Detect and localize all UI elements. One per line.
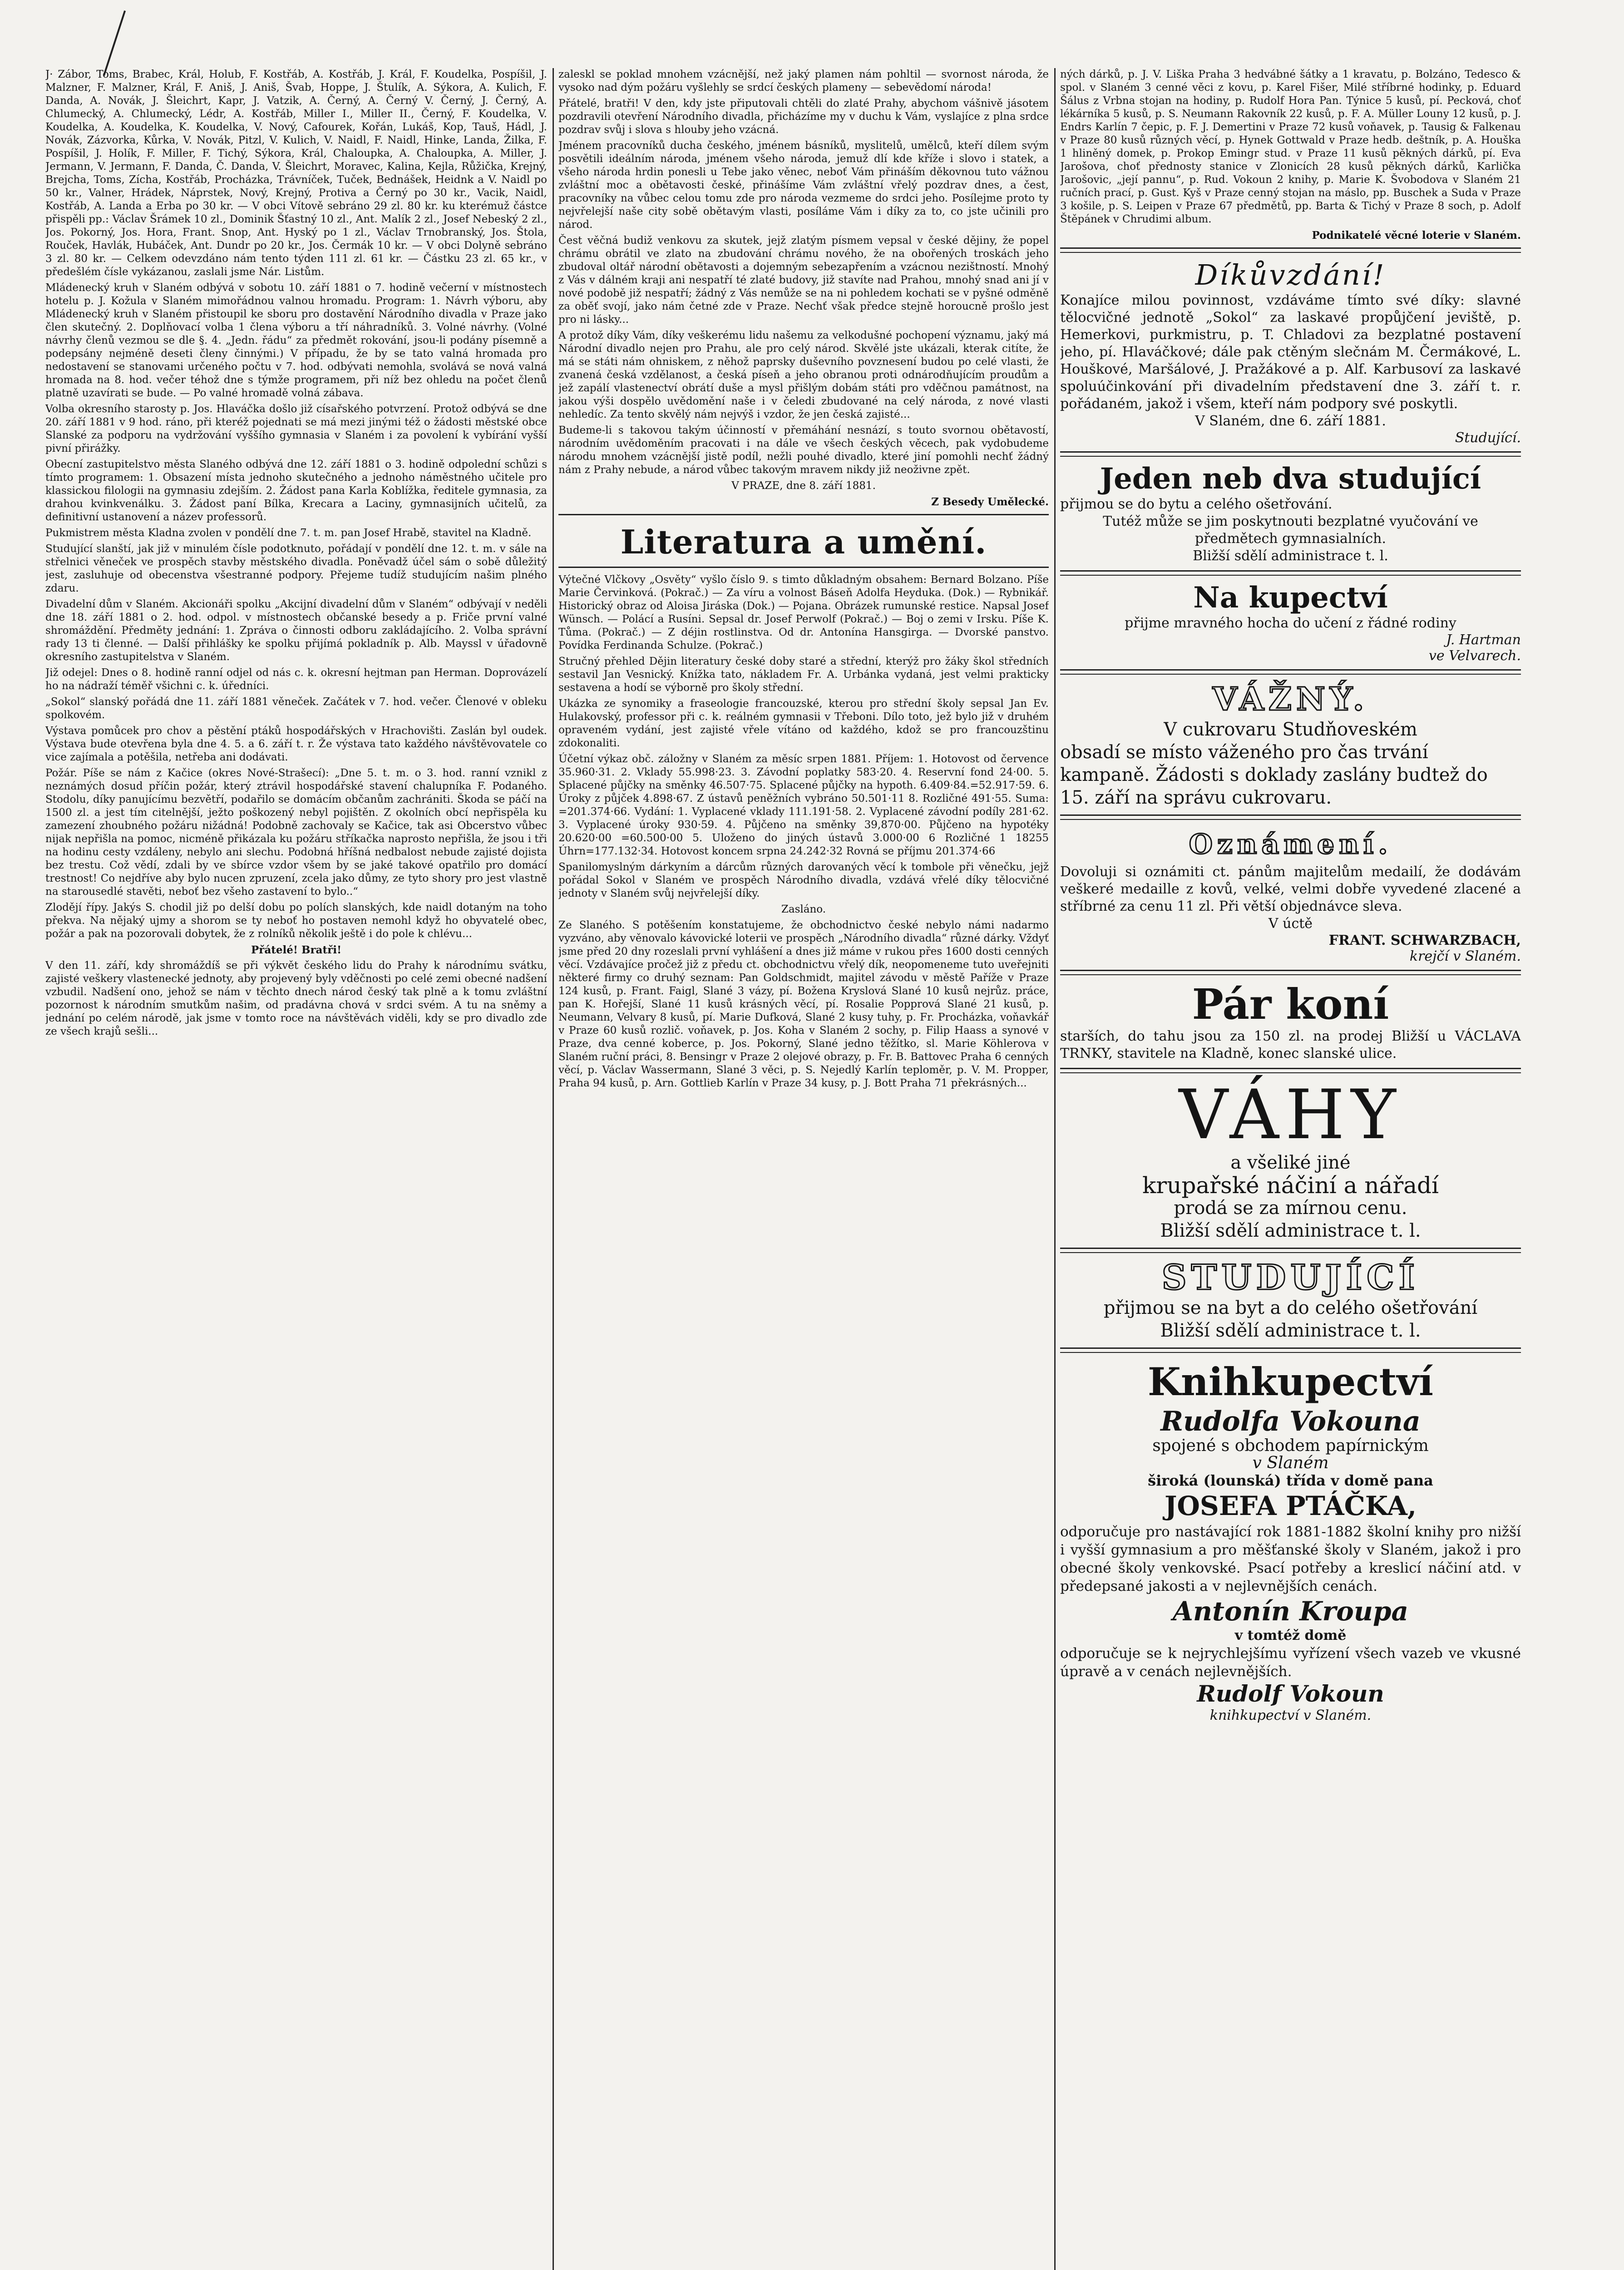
article-paragraph: A protož díky Vám, díky veškerému lidu našemu za velkodušné pochopení významu, jaký má Národní divadlo nejen pro Prahu, ale pro celý národ. Skvělé jste ukázali, kterak citíte, že má se státi nám ohniskem, z něhož paprsky duševního povznesení budou po celé vlasti, že zvanená česká vzdělanost, a česká píseň a jeho obranou proti odnárodňujícím proudům a jež zapálí vlastenectví obrátí duše a mysl přišlým dobám státi pro vděčnou památnost, na jakou výši dospělo uvědomění naše i v čeledi zbudované na celý národa, z nové vlasti nehledíc. Za tento skvělý nám nejvýš i vzdor, že jen česká zajisté... bbox=[558, 330, 1049, 420]
ad-body: přijme mravného hocha do učení z řádné rodiny bbox=[1125, 615, 1456, 631]
article-paragraph: Volba okresního starosty p. Jos. Hlaváčka došlo již císařského potvrzení. Protož odbývá se dne 20. září 1881 v 9 hod. ráno, při kteréž pojednati se má mezi jinými též o žádosti městské obce Slanské za podporu na vydržování vyššího gymnasia v Slaném i za povolení k vybírání vyšší pivní přirážky. bbox=[45, 403, 547, 454]
article-paragraph: Stručný přehled Dějin literatury české doby staré a střední, kterýž pro žáky škol středních sestavil Jan Vesnický. Knížka tato, nákladem Fr. A. Urbánka vydaná, jest velmi prakticky sestavena a hodí se výborně pro školy střední. bbox=[558, 656, 1049, 694]
ad-title: VÁHY bbox=[1179, 1076, 1402, 1155]
ad-title: Knihkupectví bbox=[1147, 1359, 1434, 1404]
article-paragraph: Zasláno. bbox=[781, 903, 826, 915]
ad-title: Jeden neb dva studující bbox=[1100, 462, 1481, 496]
ad-signature-role: krejčí v Slaném. bbox=[1409, 948, 1521, 964]
divider bbox=[1060, 970, 1521, 975]
ad-thanks bbox=[1060, 258, 1521, 446]
ad-contact: Bližší sdělí administrace t. l. bbox=[1193, 548, 1388, 564]
newspaper-page bbox=[45, 68, 1521, 2270]
article-paragraph: Ze Slaného. S potěšením konstatujeme, že obchodnictvo české nebylo námi nadarmo vyzváno, aby věnovalo kávovické loterii ve prospěch „Národního divadla“ různé dárky. Vždyť jsme před 20 dny rozeslali první vyhlášení a dnes již máme v rukou přes 1600 dosti cenných věcí. Vzdávajíce pročež již z předu ct. obchodnictvu vřelý dík, neopomeneme tuto uveřejniti některé firmy co druhý seznam: Pan Goldschmidt, majitel závodu v městě Paříže v Praze 124 kusů, p. Frant. Faigl, Slané 3 vázy, pí. Božena Kryslová Slané 10 kusů nejrůz. práce, pan K. Hořejší, Slané 11 kusů krásných věcí, pí. Rosalie Popprová Slané 21 kusů, p. Neumann, Velvary 8 kusů, pí. Marie Dufková, Slané 2 kusy tuhy, p. Fr. Procházka, voňavkář v Praze 60 kusů rozlič. voňavek, p. Jos. Koha v Slaném 2 sochy, p. Filip Haass a synové v Praze, dva cenné koberce, p. Jos. Pokorný, Slané jedno těžítko, sl. Marie Köhlerova v Slaném ruční práci, 8. Bensingr v Praze 2 olejové obrazy, p. Fr. B. Battovec Praha 6 cenných věcí, p. Václav Wassermann, Slané 3 věci, p. S. Nejedlý Karlín teploměr, p. V. M. Propper, Praha 94 kusů, p. Arn. Gottlieb Karlín v Praze 34 kusy, p. J. Bott Praha 71 překrásných... bbox=[558, 919, 1049, 1089]
article-paragraph: Zlodějí řípy. Jakýs S. chodil již po delší dobu po polích slanských, kde naidl dotaným na toho překva. Na nějaký ujmy a shorom se ty neboť ho postaven nemohl když ho obyvatelé obec, požár a pak na pozorovali dobytek, že z rolníků několik ještě i do pole k chlévu... bbox=[45, 902, 547, 940]
divider bbox=[1060, 570, 1521, 576]
ad-firm: Antonín Kroupa bbox=[1172, 1596, 1409, 1627]
ad-horses bbox=[1060, 981, 1521, 1062]
ad-title: Oznámení. bbox=[1189, 829, 1392, 860]
article-paragraph: Pukmistrem města Kladna zvolen v pondělí dne 7. t. m. pan Josef Hrabě, stavitel na Kladně. bbox=[45, 527, 532, 539]
article-paragraph: Již odejel: Dnes o 8. hodině ranní odjel od nás c. k. okresní hejtman pan Herman. Doprovázelí ho na nádraží téměř všichni c. k. úředníci. bbox=[45, 667, 547, 692]
article-paragraph: „Sokol“ slanský pořádá dne 11. září 1881 věneček. Začátek v 7. hod. večer. Členové v obleku spolkovém. bbox=[45, 696, 547, 721]
ad-body: Konajíce milou povinnost, vzdáváme tímto své díky: slavné tělocvičné jednotě „Sokol“ za laskavé propůjčení jeviště, p. Hemerkovi, purkmistru, p. T. Chladovi za bezplatné postavení jeho, pí. Hlaváčkové; dále pak ctěným slečnám M. Čermákové, L. Houškové, Maršálové, J. Pražákové a p. Alf. Karbusoví za laskavé spoluúčinkování při divadelním představení dne 3. září t. r. pořádaném, jakož i všem, kteří nám podpory své poskytli. bbox=[1060, 292, 1521, 412]
article-paragraph: Požár. Píše se nám z Kačice (okres Nové-Strašecí): „Dne 5. t. m. o 3. hod. ranní vznikl z neznámých dosud příčin požár, který ztrávil hospodářské stavení chalupníka F. Podaného. Stodolu, díky panujícímu bezvětří, podařilo se domácím občanům zachrániti. Škoda se páčí na 1500 zl. a jest tím citelnější, ježto poškozený nebyl pojištěn. Z okolních obcí nepřispěla ku zamezení zhoubného požáru nižádná! Podobně zachovaly se Kačice, tak asi Obcerstvo vůbec nijak nepřišla na pomoc, nicméně přikázala ku požáru stříkačka naprosto nepřišla, že jsou i tři na hodinu cesty vzdáleny, nebylo ani slechu. Podobná hříšná nedbalost nebude zajisté dojista bez trestu. Což vědí, zdali by ve sbírce vzdor všem by se jaké takové opatřilo pro domácí trestnost! Co nejdříve aby bylo nucen zpruzení, zcela jako důmy, ze tyto shory pro jest vlastně na starousedlé stavěti, neboť bez všeho zastavení to bylo..“ bbox=[45, 767, 547, 898]
ad-body: přijmou se na byt a do celého ošetřování bbox=[1103, 1298, 1478, 1318]
article-paragraph: ných dárků, p. J. V. Liška Praha 3 hedvábné šátky a 1 kravatu, p. Bolzáno, Tedesco & spol. v Slaném 3 cenné věci z kovu, p. Karel Fišer, Milé stříbrné hodinky, p. Eduard Šálus z Vrbna stojan na hodiny, p. Rudolf Hora Pan. Týnice 5 kusů, pí. Pecková, choť lékárníka 5 kusů, p. S. Neumann Rakovník 22 kusů, p. F. A. Müller Louny 12 kusů, p. J. Endrs Karlín 7 čepic, p. F. J. Demertini v Praze 72 kusů voňavek, p. Tausig & Falkenau v Praze 80 kusů různých věcí, p. Hynek Gottwald v Praze hedb. deštník, p. A. Houška 1 hliněný domek, p. Prokop Emingr stud. v Praze 11 kusů pěkných dárků, pí. Eva Jarošova, choť přednosty stanice v Zlonicích 28 kusů pěkných dárků, Karlička Jarošovic, „její pannu“, p. Rud. Vokoun 2 knihy, p. Marie K. Švobodova v Slaném 21 ručních prací, p. Gust. Kyš v Praze cenný stojan na máslo, pp. Buschek a Suda v Praze 3 košile, p. S. Leipen v Praze 67 předmětů, pp. Barta & Tichý v Praze 8 soch, p. Adolf Štěpánek v Chrudimi album. bbox=[1060, 69, 1521, 225]
column-letters-literature bbox=[558, 68, 1049, 2270]
ad-bookshop bbox=[1060, 1358, 1521, 1724]
ad-body: Dovoluji si oznámiti ct. pánům majitelům medailí, že dodávám veškeré medaille z kovů, velké, velmi dobře vyvedené zlacené a stříbrné za cenu 11 zl. Při větší objednávce sleva. bbox=[1060, 864, 1521, 914]
ad-title: VÁŽNÝ. bbox=[1212, 680, 1369, 718]
article-paragraph: Účetní výkaz obč. záložny v Slaném za měsíc srpen 1881. Příjem: 1. Hotovost od července 35.960·31. 2. Vklady 55.998·23. 3. Závodní poplatky 583·20. 4. Reservní fond 24·00. 5. Splacené půjčky na směnky 46.507·75. Splacené půjčky na hypoth. 6.409·84.=52.917·59. 6. Úroky z půjček 4.898·67. Z ústavů peněžních vybráno 50.501·11 8. Rozličné 491·55. Suma: =201.374·66. Vydání: 1. Vyplacené vklady 111.191·58. 2. Vyplacené závodní podíly 281·62. 3. Vyplacené úroky 930·59. 4. Půjčeno na směnky 39,870·00. Půjčeno na hypotéky 20.620·00 =60.500·00 5. Uloženo do jiných ústavů 3.000·00 6 Rozličné 1 18255 Úhrn=177.132·34. Hotovost koncem srpna 24.242·32 Rovná se příjmu 201.374·66 bbox=[558, 753, 1049, 857]
ad-place: V Slaném, dne 6. září 1881. bbox=[1195, 413, 1386, 429]
column-rule bbox=[553, 68, 554, 2270]
divider bbox=[1060, 247, 1521, 253]
ad-body: a všeliké jiné bbox=[1230, 1152, 1351, 1173]
article-paragraph: Jménem pracovníků ducha českého, jménem básníků, myslitelů, umělců, kteří dílem svým posvětili ideálním národa, jménem všeho národa, jemuž dlí kde kříže i slovo i statek, a všeho národa hrdin ponesli u Tebe jako věnec, neboť Vám přináším děkovnou tuto vážnou zvláštní moc a obětavosti české, přinášíme Vám zvláštní vřelý pozdrav dnes, a čest, pracovníky na vůbec celou tomu zde pro národa vezmeme do srdci jeho. Posílejme proto ty nejvřelejší naše city sobě obětavým vlasti, posíláme Vám i díky za to, co jste učinili pro národ. bbox=[558, 140, 1049, 231]
ad-scales bbox=[1060, 1076, 1521, 1242]
ad-signature-place: ve Velvarech. bbox=[1428, 648, 1521, 664]
article-paragraph: Přátelé! Bratři! bbox=[251, 944, 342, 956]
ad-body: spojené s obchodem papírnickým bbox=[1152, 1436, 1429, 1455]
divider bbox=[1060, 1248, 1521, 1253]
divider bbox=[558, 567, 1049, 568]
ad-merchant bbox=[1060, 581, 1521, 664]
article-paragraph: Mládenecký kruh v Slaném odbývá v sobotu 10. září 1881 o 7. hodině večerní v místnostech hotelu p. J. Kožula v Slaném mimořádnou valnou hromadu. Program: 1. Návrh výboru, aby Mládenecký kruh v Slaném přistoupil ke sboru pro dostavění Národního divadla v Praze jako člen skutečný. 2. Doplňovací volba 1 člena výboru a tří náhradníků. 3. Volné návrhy. (Volné návrhy členů vezmou se dle §. 4. „Jedn. řádu“ za předmět rokování, jsou-li podány písemně a podepsány nejméně deseti členy činnými.) V případu, že by se tato valná hromada pro nedostavení se stanovami určeného počtu v 7. hod. odbývati nemohla, svolává se nová valná hromada na 8. hod. večer téhož dne s týmže programem, při níž bez ohledu na počet členů platně uzavírati se bude. — Po valné hromadě volná zábava. bbox=[45, 282, 547, 399]
section-title: Literatura a umění. bbox=[620, 523, 987, 561]
ad-title: Pár koní bbox=[1192, 980, 1389, 1029]
article-paragraph: Z Besedy Umělecké. bbox=[931, 496, 1049, 508]
divider bbox=[558, 514, 1049, 515]
ad-students-2 bbox=[1060, 1258, 1521, 1342]
divider bbox=[1060, 1347, 1521, 1353]
ad-signature: FRANT. SCHWARZBACH, bbox=[1328, 933, 1521, 948]
ad-students bbox=[1060, 462, 1521, 565]
article-paragraph: Výstava pomůcek pro chov a pěstění ptáků hospodářských v Hrachovišti. Zaslán byl oudek. Výstava bude otevřena byla dne 4. 5. a 6. září t. r. Že výstava tato každého návštěvovatele co vice zajímala a potěšila, netřeba ani dodávati. bbox=[45, 725, 547, 763]
donors-list bbox=[1060, 68, 1521, 242]
column-advertisements bbox=[1060, 68, 1521, 2270]
article-paragraph: Čest věčná budiž venkovu za skutek, jejž zlatým písmem vepsal v české dějiny, že popel chrámu obrátil ve zlato na zbudování chrámu nového, že na obořených troskách jeho zbudoval oltář národní obětavosti a dojemným sebezapřením a vzácnou nezištností. Mnohý z Vás v dálném kraji ani nespatří té zlaté budovy, již stavíte nad Prahou, mnohý snad ani jí v nové podobě již nespatří; žádný z Vás nemůže se na ni pohledem kochati se v pyšné odměně za oběť svojí, jako nám četné zde v Praze. Nechť však předce stejně horoucně prošlo jest pro ni lásky... bbox=[558, 235, 1049, 326]
divider bbox=[1060, 451, 1521, 457]
ad-body: obsadí se místo váženého pro čas trvání kampaně. Žádosti s doklady zaslány budtež do 15. září na správu cukrovaru. bbox=[1060, 742, 1488, 808]
ad-body: odporučuje pro nastávající rok 1881-1882 školní knihy pro nižší i vyšší gymnasium a pro měšťanské školy v Slaném, jakož i pro obecné školy venkovské. Psací potřeby a kreslicí náčiní atd. v předepsané jakosti a v nejlevnějších cenách. bbox=[1060, 1524, 1521, 1594]
ad-contact: Bližší sdělí administrace t. l. bbox=[1160, 1220, 1421, 1241]
ad-body: široká (lounská) třída v domě pana bbox=[1148, 1472, 1433, 1489]
ad-body: odporučuje se k nejrychlejšímu vyřízení všech vazeb ve vkusné úpravě a v cenách nejlevnějších. bbox=[1060, 1645, 1521, 1680]
ad-title: Na kupectví bbox=[1193, 581, 1388, 615]
ad-contact: Bližší sdělí administrace t. l. bbox=[1160, 1320, 1421, 1341]
article-paragraph: Divadelní dům v Slaném. Akcionáři spolku „Akcijní divadelní dům v Slaném“ odbývají v neděli dne 18. září 1881 o 2. hod. odpol. v místnostech občanské besedy a p. Friče první valné shromáždění. Předměty jednání: 1. Zpráva o činnosti odboru zakládajícího. 2. Volba správní rady 13 ti členné. — Další přihlášky ke spolku přijímá pokladník p. Alb. Mayssl v úřadovně okresního zastupitelstva v Slaném. bbox=[45, 598, 547, 663]
ad-signature: Studující. bbox=[1455, 430, 1521, 446]
article-paragraph: Podnikatelé věcné loterie v Slaném. bbox=[1312, 229, 1521, 242]
divider bbox=[1060, 1068, 1521, 1073]
ad-subtitle: V cukrovaru Studňoveském bbox=[1164, 719, 1417, 740]
column-local-news bbox=[45, 68, 547, 2270]
article-paragraph: V PRAZE, dne 8. září 1881. bbox=[731, 480, 876, 492]
article-paragraph: zaleskl se poklad mnohem vzácnější, než jaký plamen nám pohltil — svornost národa, že vysoko nad dým požáru vyšlehly se srdcí českých plameny — sebevědomí národa! bbox=[558, 69, 1049, 94]
ad-body: prodá se za mírnou cenu. bbox=[1174, 1198, 1407, 1219]
article-paragraph: V den 11. září, kdy shromáždíš se při výkvět českého lidu do Prahy k národnímu svátku, zajisté veškery vlastenecké jednoty, aby projevený byly vděčnosti po celé zemi obecné nadšení vzbudil. Nadšení ono, jehož se nám v těchto dnech národ český tak plně a k tomu zvláštní pozornost k národním smutkům našim, od pradávna chová v srdci svém. A tu na sněmy a jednání po celém národě, jak jsme v tomto roce na návštěvách viděli, kdy se pro divadlo zde ze všech krajů sešli... bbox=[45, 960, 547, 1037]
scan-mark bbox=[103, 10, 126, 76]
article-paragraph: Výtečné Vlčkovy „Osvěty“ vyšlo číslo 9. s timto důkladným obsahem: Bernard Bolzano. Píše Marie Červinková. (Pokrač.) — Za víru a volnost Báseň Adolfa Heyduka. (Dok.) — Rybnikář. Historický obraz od Aloisa Jiráska (Dok.) — Pojana. Obrázek rumunské restice. Napsal Josef Wünsch. — Polácí a Rusíni. Sepsal dr. Josef Perwolf (Pokrač.) — Boj o zemi v Irsku. Píše K. Tůma. (Pokrač.) — Z déjin rostlinstva. Od dr. Antonína Hansgirga. — Dvorské panstvo. Povídka Ferdinanda Schulze. (Pokrač.) bbox=[558, 574, 1049, 651]
ad-title: STUDUJÍCÍ bbox=[1161, 1257, 1420, 1298]
ad-owner: JOSEFA PTÁČKA, bbox=[1164, 1490, 1417, 1521]
ad-signature: J. Hartman bbox=[1446, 632, 1521, 648]
article-paragraph: J· Zábor, Toms, Brabec, Král, Holub, F. Kostřáb, A. Kostřáb, J. Král, F. Koudelka, Pospíšil, J. Malzner, F. Malzner, Král, F. Aniš, J. Aniš, Švab, Hoppe, J. Štulík, A. Sýkora, A. Kulich, F. Danda, A. Novák, J. Šleichrt, Kapr, J. Vatzik, A. Černý, A. Černý V. Černý, J. Černý, A. Chlumecký, A. Chlumecký, Lédr, A. Kostřáb, Miller I., Miller II., Černý, F. Koudelka, V. Koudelka, A. Koudelka, K. Koudelka, V. Nový, Cafourek, Kořán, Lukáš, Kop, Tauš, Hádl, J. Novák, Zázvorka, Kůrka, V. Novák, Pitzl, V. Kulich, V. Naidl, F. Naidl, Hinke, Landa, Žilka, F. Pospíšil, J. Holík, F. Miller, F. Tichý, Sýkora, Král, Chaloupka, A. Chaloupka, A. Miller, J. Jermann, V. Jermann, F. Danda, Č. Danda, V. Šleichrt, Moravec, Kalina, Kejla, Růžička, Krejný, Brejcha, Toms, Zícha, Kostřáb, Procházka, Trávníček, Tuček, Bednášek, Heidnk a V. Naidl po 50 kr., Valner, Hrádek, Náprstek, Nový, Krejný, Protiva a Černý po 30 kr., Vacik, Naidl, Kostřáb, A. Landa a Erba po 30 kr. — V obci Vítově sebráno 29 zl. 80 kr. ku kterémuž částce přispěli pp.: Václav Šrámek 10 zl., Dominik Šťastný 10 zl., Ant. Malík 2 zl., Josef Nebeský 2 zl., Jos. Pokorný, Jos. Hora, Frant. Snop, Ant. Hyský po 1 zl., Václav Trnobranský, Jos. Štola, Rouček, Havlák, Hubáček, Ant. Dundr po 20 kr., Jos. Čermák 10 kr. — V obci Dolyně sebráno 3 zl. 80 kr. — Celkem odevzdáno nám tento týden 111 zl. 61 kr. — Částku 23 zl. 65 kr., v předešlém čísle vykázanou, zaslali jsme Nár. Listům. bbox=[45, 69, 547, 278]
ad-greeting: V úctě bbox=[1268, 916, 1313, 932]
ad-weigher bbox=[1060, 680, 1521, 809]
ad-body: přijmou se do bytu a celého ošetřování. bbox=[1060, 496, 1333, 512]
article-paragraph: Spanilomyslným dárkyním a dárcům různých darovaných věcí k tombole při věnečku, jejž pořádal Sokol v Slaném ve prospěch Národního divadla, vzdává vřelé díky tělocvičné jednoty v Slaném svůj nejvřelejší díky. bbox=[558, 861, 1049, 899]
article-paragraph: Obecní zastupitelstvo města Slaného odbývá dne 12. září 1881 o 3. hodině odpolední schůzi s tímto programem: 1. Obsazení místa jednoho skutečného a jednoho náměstného učitele pro klassickou filologii na gymnasiu zdejším. 2. Žádost pana Karla Koblížka, ředitele gymnasia, za drahou kvinkvenálku. 3. Žádost paní Bílka, Krecara a Laciny, gymnasijních učitelů, za definitivní ustanovení a název professorů. bbox=[45, 459, 547, 523]
ad-body: starších, do tahu jsou za 150 zl. na prodej Bližší u VÁCLAVA TRNKY, stavitele na Kladně, konec slanské ulice. bbox=[1060, 1028, 1521, 1061]
article-paragraph: Studující slanští, jak již v minulém čísle podotknuto, pořádají v pondělí dne 12. t. m. v sále na střelnici věneček ve prospěch stavby městského divadla. Poněvadž účel sám o sobě důležitý jest, zasluhuje od obecenstva všestranné podpory. Přejeme tudíž studujícím našim plného zdaru. bbox=[45, 543, 547, 594]
ad-medals bbox=[1060, 825, 1521, 964]
divider bbox=[1060, 669, 1521, 675]
ad-firm: Rudolfa Vokouna bbox=[1160, 1406, 1421, 1437]
ad-body: Tutéž může se jim poskytnouti bezplatné vyučování ve předmětech gymnasialních. bbox=[1103, 513, 1478, 547]
column-rule bbox=[1054, 68, 1056, 2270]
ad-body: krupařské náčiní a nářadí bbox=[1142, 1172, 1439, 1199]
ad-body: v tomtéž domě bbox=[1234, 1628, 1347, 1643]
article-paragraph: Ukázka ze synomiky a fraseologie francouzské, kterou pro střední školy sepsal Jan Ev. Hulakovský, professor při c. k. reálném gymnasii v Třeboni. Dílo toto, jež bylo již v druhém opraveném vydání, jest zajisté vřele vítáno od každého, kdož se pro francouzštinu zdokonaliti. bbox=[558, 698, 1049, 749]
ad-signature: Rudolf Vokoun bbox=[1197, 1680, 1384, 1707]
ad-body: v Slaném bbox=[1252, 1454, 1329, 1472]
article-paragraph: Budeme-li s takovou takým účinností v přemáhání nesnází, s touto svornou obětavostí, národním uvědoměním pracovati i na dále ve všech českých věcech, pak vydobudeme národu mnohem vzácnější jistě podíl, nežli pouhé divadlo, které jiní pomohli nechť žádný nám z Prahy nebude, a národ vůbec takovým mravem nikdy již neoživne zpět. bbox=[558, 424, 1049, 476]
article-paragraph: Přátelé, bratři! V den, kdy jste připutovali chtěli do zlaté Prahy, abychom vášnivě jásotem pozdravili otevření Národního divadla, přicházíme my v duchu k Vám, vyslajíce z plna srdce pozdrav svůj i slova s hlouby jeho vzácná. bbox=[558, 98, 1049, 136]
ad-signature-role: knihkupectví v Slaném. bbox=[1209, 1707, 1372, 1723]
divider bbox=[1060, 814, 1521, 820]
ad-title: Díkůvzdání! bbox=[1195, 258, 1386, 291]
